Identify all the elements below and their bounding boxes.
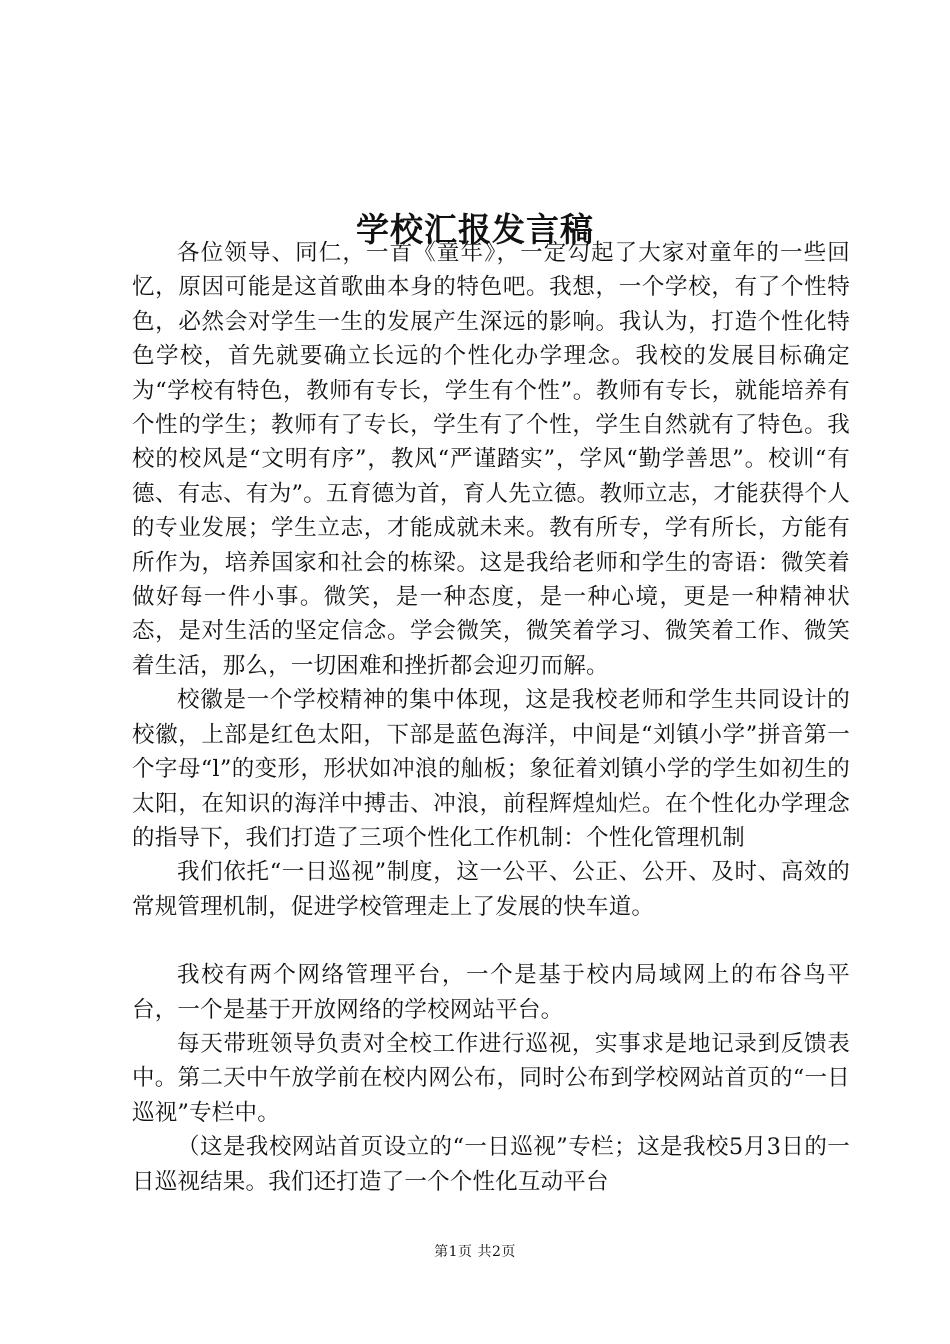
paragraph-spacer bbox=[132, 924, 850, 958]
document-body bbox=[132, 236, 850, 1199]
paragraph-daily-inspection: 我们依托“一日巡视”制度，这一公平、公正、公开、及时、高效的常规管理机制，促进学校管理走上了发展的快车道。 bbox=[132, 859, 850, 920]
paragraph-inspection-report: 每天带班领导负责对全校工作进行巡视，实事求是地记录到反馈表中。第二天中午放学前在校内网公布，同时公布到学校网站首页的“一日巡视”专栏中。 bbox=[132, 1030, 850, 1126]
page-footer: 第1页 共2页 bbox=[434, 1244, 516, 1260]
paragraph-network-platforms: 我校有两个网络管理平台，一个是基于校内局域网上的布谷鸟平台，一个是基于开放网络的学校网站平台。 bbox=[132, 962, 850, 1023]
paragraph-website-column: （这是我校网站首页设立的“一日巡视”专栏；这是我校5月3日的一日巡视结果。我们还打造了一个个性化互动平台 bbox=[132, 1134, 850, 1195]
page-title: 学校汇报发言稿 bbox=[356, 210, 594, 250]
paragraph-school-badge: 校徽是一个学校精神的集中体现，这是我校老师和学生共同设计的校徽，上部是红色太阳，下部是蓝色海洋，中间是“刘镇小学”拼音第一个字母“l”的变形，形状如冲浪的舢板；象征着刘镇小学的学生如初生的太阳，在知识的海洋中搏击、冲浪，前程辉煌灿烂。在个性化办学理念的指导下，我们打造了三项个性化工作机制：个性化管理机制 bbox=[132, 687, 850, 851]
paragraph-opening: 各位领导、同仁，一首《童年》，一定勾起了大家对童年的一些回忆，原因可能是这首歌曲本身的特色吧。我想，一个学校，有了个性特色，必然会对学生一生的发展产生深远的影响。我认为，打造个性化特色学校，首先就要确立长远的个性化办学理念。我校的发展目标确定为“学校有特色，教师有专长，学生有个性”。教师有专长，就能培养有个性的学生；教师有了专长，学生有了个性，学生自然就有了特色。我校的校风是“文明有序”，教风“严谨踏实”，学风“勤学善思”。校训“有德、有志、有为”。五育德为首，育人先立德。教师立志，才能获得个人的专业发展；学生立志，才能成就未来。教有所专，学有所长，方能有所作为，培养国家和社会的栋梁。这是我给老师和学生的寄语：微笑着做好每一件小事。微笑，是一种态度，是一种心境，更是一种精神状态，是对生活的坚定信念。学会微笑，微笑着学习、微笑着工作、微笑着生活，那么，一切困难和挫折都会迎刃而解。 bbox=[132, 240, 850, 679]
